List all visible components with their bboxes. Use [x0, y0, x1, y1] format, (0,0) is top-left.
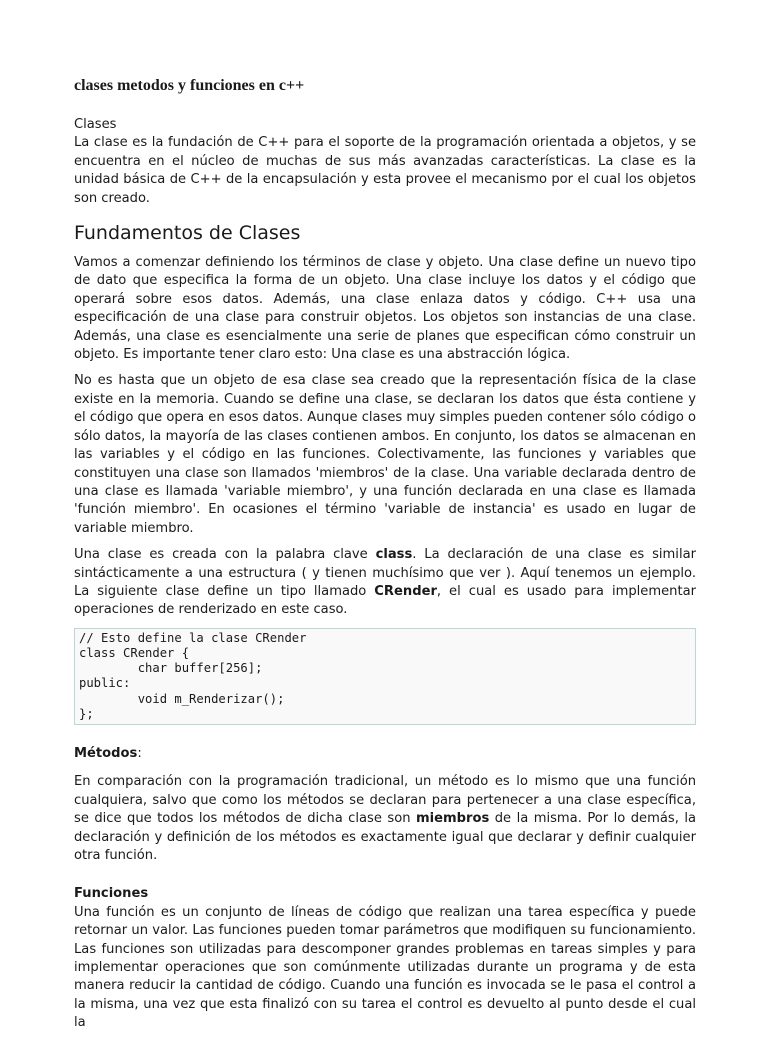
metodos-heading-line: [74, 745, 696, 763]
funciones-paragraph: [74, 885, 696, 1032]
document-content: [74, 76, 696, 1041]
funciones-text: Una función es un conjunto de líneas de código que realizan una tarea específica y puede retornar un valor. Las funciones pueden tomar parámetros que modifiquen su funcionamiento. Las funciones son utilizadas para descomponer grandes problemas en tareas simples y para implementar operaciones que son comúnmente utilizadas durante un programa y de esta manera reducir la cantidad de código. Cuando una función es invocada se le pasa el control a la misma, una vez que esta finalizó con su tarea el control es devuelto al punto desde el cual la: [74, 904, 696, 1031]
section-heading-funciones: Funciones: [74, 886, 149, 902]
keyword-class: class: [375, 547, 413, 563]
section-spacer: [74, 873, 696, 885]
fundamentos-paragraph-1: Vamos a comenzar definiendo los términos de clase y objeto. Una clase define un nuevo tipo de dato que especifica la forma de un objeto. Una clase incluye los datos y el código que operará sobre esos datos. Además, una clase enlaza datos y código. C++ usa una especificación de una clase para construir objetos. Los objetos son instancias de una clase. Además, una clase es esencialmente una serie de planes que especifican cómo construir un objeto. Es importante tener claro esto: Una clase es una abstracción lógica.: [74, 255, 696, 363]
fundamentos-paragraph-3: [74, 546, 696, 620]
metodos-colon: :: [137, 745, 142, 761]
fundamentos-paragraph-2: No es hasta que un objeto de esa clase sea creado que la representación física de la clase existe en la memoria. Cuando se define una clase, se declaran los datos que ésta contiene y el código que opera en esos datos. Aunque clases muy simples pueden contener sólo código o sólo datos, la mayoría de las clases contienen ambos. En conjunto, los datos se almacenan en las variables y el código en las funciones. Colectivamente, las funciones y variables que constituyen una clase son llamados 'miembros' de la clase. Una variable declarada dentro de una clase es llamada 'variable miembro', y una función declarada en una clase es llamada 'función miembro'. En ocasiones el término 'variable de instancia' es usado en lugar de variable miembro.: [74, 373, 696, 536]
document-title: clases metodos y funciones en c++: [74, 77, 305, 94]
p3-text-b: . La declaración de una clase es similar sintácticamente a una estructura ( y tienen muchísimo que ver ). Aquí tenemos un ejemplo. La siguiente clase define un tipo llamado: [74, 547, 696, 599]
keyword-crender: CRender: [374, 583, 437, 599]
section-heading-fundamentos: Fundamentos de Clases: [74, 222, 301, 245]
metodos-text-a: En comparación con la programación tradicional, un método es lo mismo que una función cualquiera, salvo que como los métodos se declaran para pertenecer a una clase específica, se dice que todos los métodos de dicha clase son: [74, 774, 696, 827]
metodos-paragraph: [74, 773, 696, 865]
section-heading-metodos: Métodos: [74, 745, 138, 761]
code-block: // Esto define la clase CRender class CRender { char buffer[256]; public: void m_Renderizar(); };: [74, 628, 696, 725]
intro-paragraph: [74, 116, 696, 208]
intro-text: La clase es la fundación de C++ para el soporte de la programación orientada a objetos, y se encuentra en el núcleo de muchas de sus más avanzadas características. La clase es la unidad básica de C++ de la encapsulación y esta provee el mecanismo por el cual los objetos son creado.: [74, 135, 696, 206]
keyword-miembros: miembros: [416, 811, 490, 827]
p3-text-c: , el cual es usado para implementar operaciones de renderizado en este caso.: [74, 583, 696, 618]
p3-text-a: Una clase es creada con la palabra clave: [74, 547, 376, 563]
intro-label: Clases: [74, 117, 117, 132]
metodos-text-b: de la misma. Por lo demás, la declaración y definición de los métodos es exactamente igual que declarar y definir cualquier otra función.: [74, 811, 696, 863]
